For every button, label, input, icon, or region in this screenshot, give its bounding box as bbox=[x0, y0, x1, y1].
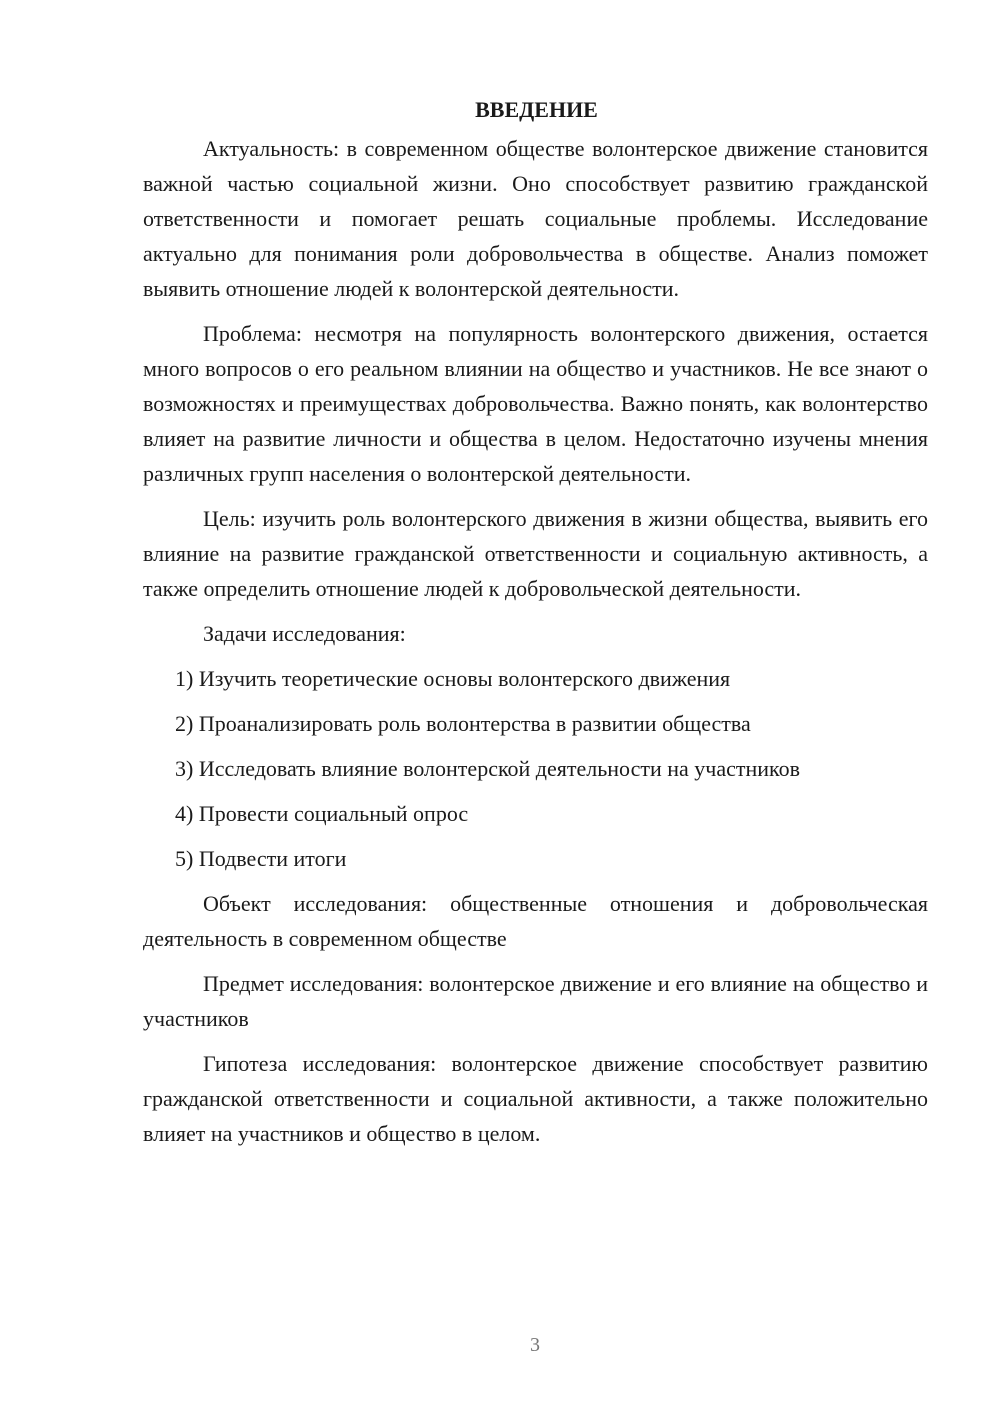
subject-paragraph: Предмет исследования: волонтерское движение и его влияние на общество и участников bbox=[143, 971, 928, 1031]
task-item-3: 3) Исследовать влияние волонтерской деятельности на участников bbox=[175, 756, 800, 781]
hypothesis-paragraph: Гипотеза исследования: волонтерское движение способствует развитию гражданской ответственности и социальной активности, а также положительно влияет на участников и общество в целом. bbox=[143, 1051, 928, 1146]
task-item-1: 1) Изучить теоретические основы волонтерского движения bbox=[175, 666, 731, 691]
page-number: 3 bbox=[530, 1334, 540, 1356]
task-item-5: 5) Подвести итоги bbox=[175, 846, 347, 871]
page-content bbox=[143, 92, 928, 1161]
page-title: ВВЕДЕНИЕ bbox=[475, 97, 598, 122]
task-list bbox=[143, 661, 928, 876]
tasks-heading: Задачи исследования: bbox=[203, 621, 406, 646]
object-paragraph: Объект исследования: общественные отношения и добровольческая деятельность в современном обществе bbox=[143, 891, 928, 951]
problem-paragraph: Проблема: несмотря на популярность волонтерского движения, остается много вопросов о его реальном влиянии на общество и участников. Не все знают о возможностях и преимуществах добровольчества. Важно понять, как волонтерство влияет на развитие личности и общества в целом. Недостаточно изучены мнения различных групп населения о волонтерской деятельности. bbox=[143, 321, 928, 486]
goal-paragraph: Цель: изучить роль волонтерского движения в жизни общества, выявить его влияние на развитие гражданской ответственности и социальную активность, а также определить отношение людей к добровольческой деятельности. bbox=[143, 506, 928, 601]
task-item-4: 4) Провести социальный опрос bbox=[175, 801, 469, 826]
relevance-paragraph: Актуальность: в современном обществе волонтерское движение становится важной частью социальной жизни. Оно способствует развитию гражданской ответственности и помогает решать социальные проблемы. Исследование актуально для понимания роли добровольчества в обществе. Анализ поможет выявить отношение людей к волонтерской деятельности. bbox=[143, 136, 928, 301]
task-item-2: 2) Проанализировать роль волонтерства в развитии общества bbox=[175, 711, 751, 736]
